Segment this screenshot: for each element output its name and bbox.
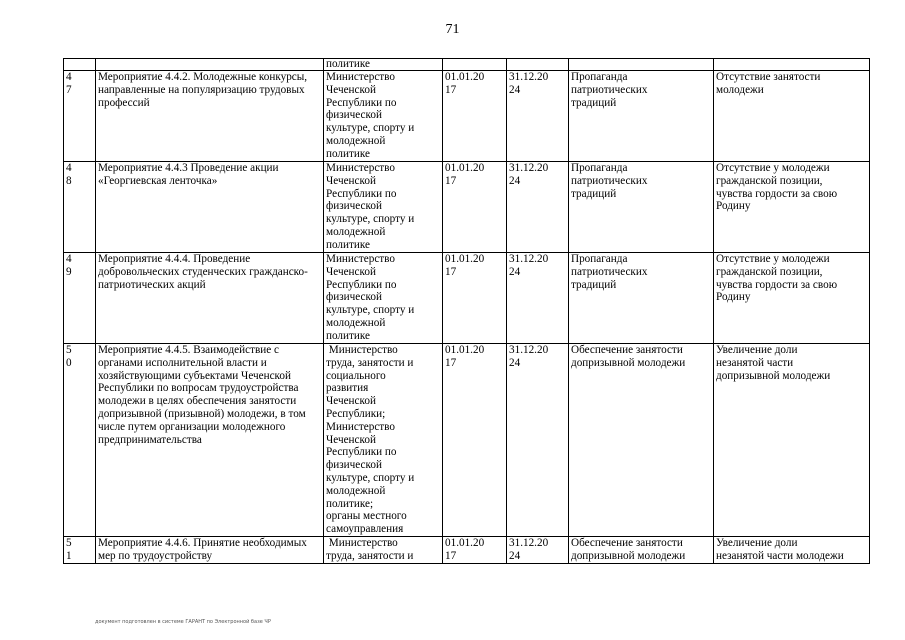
row-number-cell: 4 7 — [64, 71, 96, 162]
executor-cell: Министерство труда, занятости и социального развития Чеченской Республики; Министерство Чеченской Республики по физической культуре, спорту и молодежной политике; органы местного самоуправления — [324, 344, 443, 537]
consequence-cell: Отсутствие занятости молодежи — [714, 71, 870, 162]
page-number: 71 — [445, 22, 460, 37]
end-date-cell: 31.12.20 24 — [507, 71, 569, 162]
executor-cell: Министерство труда, занятости и — [324, 537, 443, 564]
measures-table — [63, 58, 870, 564]
executor-cell: Министерство Чеченской Республики по физической культуре, спорту и молодежной политике — [324, 253, 443, 344]
start-date-cell: 01.01.20 17 — [443, 71, 507, 162]
measure-name-cell: Мероприятие 4.4.3 Проведение акции «Георгиевская ленточка» — [96, 162, 324, 253]
table-row — [64, 344, 870, 537]
table-row — [64, 71, 870, 162]
table-row — [64, 253, 870, 344]
measure-name-cell: Мероприятие 4.4.6. Принятие необходимых мер по трудоустройству — [96, 537, 324, 564]
executor-cell: Министерство Чеченской Республики по физической культуре, спорту и молодежной политике — [324, 71, 443, 162]
measure-name-cell: Мероприятие 4.4.5. Взаимодействие с органами исполнительной власти и хозяйствующими субъектами Чеченской Республики по вопросам трудоустройства молодежи в целях обеспечения занятости допризывной (призывной) молодежи, в том числе путем организации молодежного предпринимательства — [96, 344, 324, 537]
consequence-cell: Отсутствие у молодежи гражданской позиции, чувства гордости за свою Родину — [714, 162, 870, 253]
start-date-cell: 01.01.20 17 — [443, 162, 507, 253]
expected-result-cell: Пропаганда патриотических традиций — [569, 253, 714, 344]
measure-name-cell: Мероприятие 4.4.4. Проведение добровольческих студенческих гражданско-патриотических акций — [96, 253, 324, 344]
expected-result-cell: Пропаганда патриотических традиций — [569, 71, 714, 162]
row-number-cell: 5 1 — [64, 537, 96, 564]
end-date-cell: 31.12.20 24 — [507, 537, 569, 564]
start-date-cell: 01.01.20 17 — [443, 253, 507, 344]
start-date-cell: 01.01.20 17 — [443, 344, 507, 537]
measure-name-cell: Мероприятие 4.4.2. Молодежные конкурсы, направленные на популяризацию трудовых профессий — [96, 71, 324, 162]
end-date-cell: 31.12.20 24 — [507, 344, 569, 537]
expected-result-cell: Обеспечение занятости допризывной молодежи — [569, 344, 714, 537]
row-number-cell: 4 9 — [64, 253, 96, 344]
end-date-cell: 31.12.20 24 — [507, 253, 569, 344]
executor-cell: политике — [324, 59, 443, 71]
footer-note: документ подготовлен в системе ГАРАНТ по Электронной базе ЧР — [95, 619, 271, 625]
executor-cell: Министерство Чеченской Республики по физической культуре, спорту и молодежной политике — [324, 162, 443, 253]
start-date-cell: 01.01.20 17 — [443, 537, 507, 564]
consequence-cell: Увеличение доли незанятой части допризывной молодежи — [714, 344, 870, 537]
end-date-cell: 31.12.20 24 — [507, 162, 569, 253]
row-number-cell: 4 8 — [64, 162, 96, 253]
table-row — [64, 162, 870, 253]
consequence-cell: Увеличение доли незанятой части молодежи — [714, 537, 870, 564]
continuation-row — [64, 59, 870, 71]
row-number-cell: 5 0 — [64, 344, 96, 537]
consequence-cell: Отсутствие у молодежи гражданской позиции, чувства гордости за свою Родину — [714, 253, 870, 344]
expected-result-cell: Пропаганда патриотических традиций — [569, 162, 714, 253]
table-row — [64, 537, 870, 564]
expected-result-cell: Обеспечение занятости допризывной молодежи — [569, 537, 714, 564]
